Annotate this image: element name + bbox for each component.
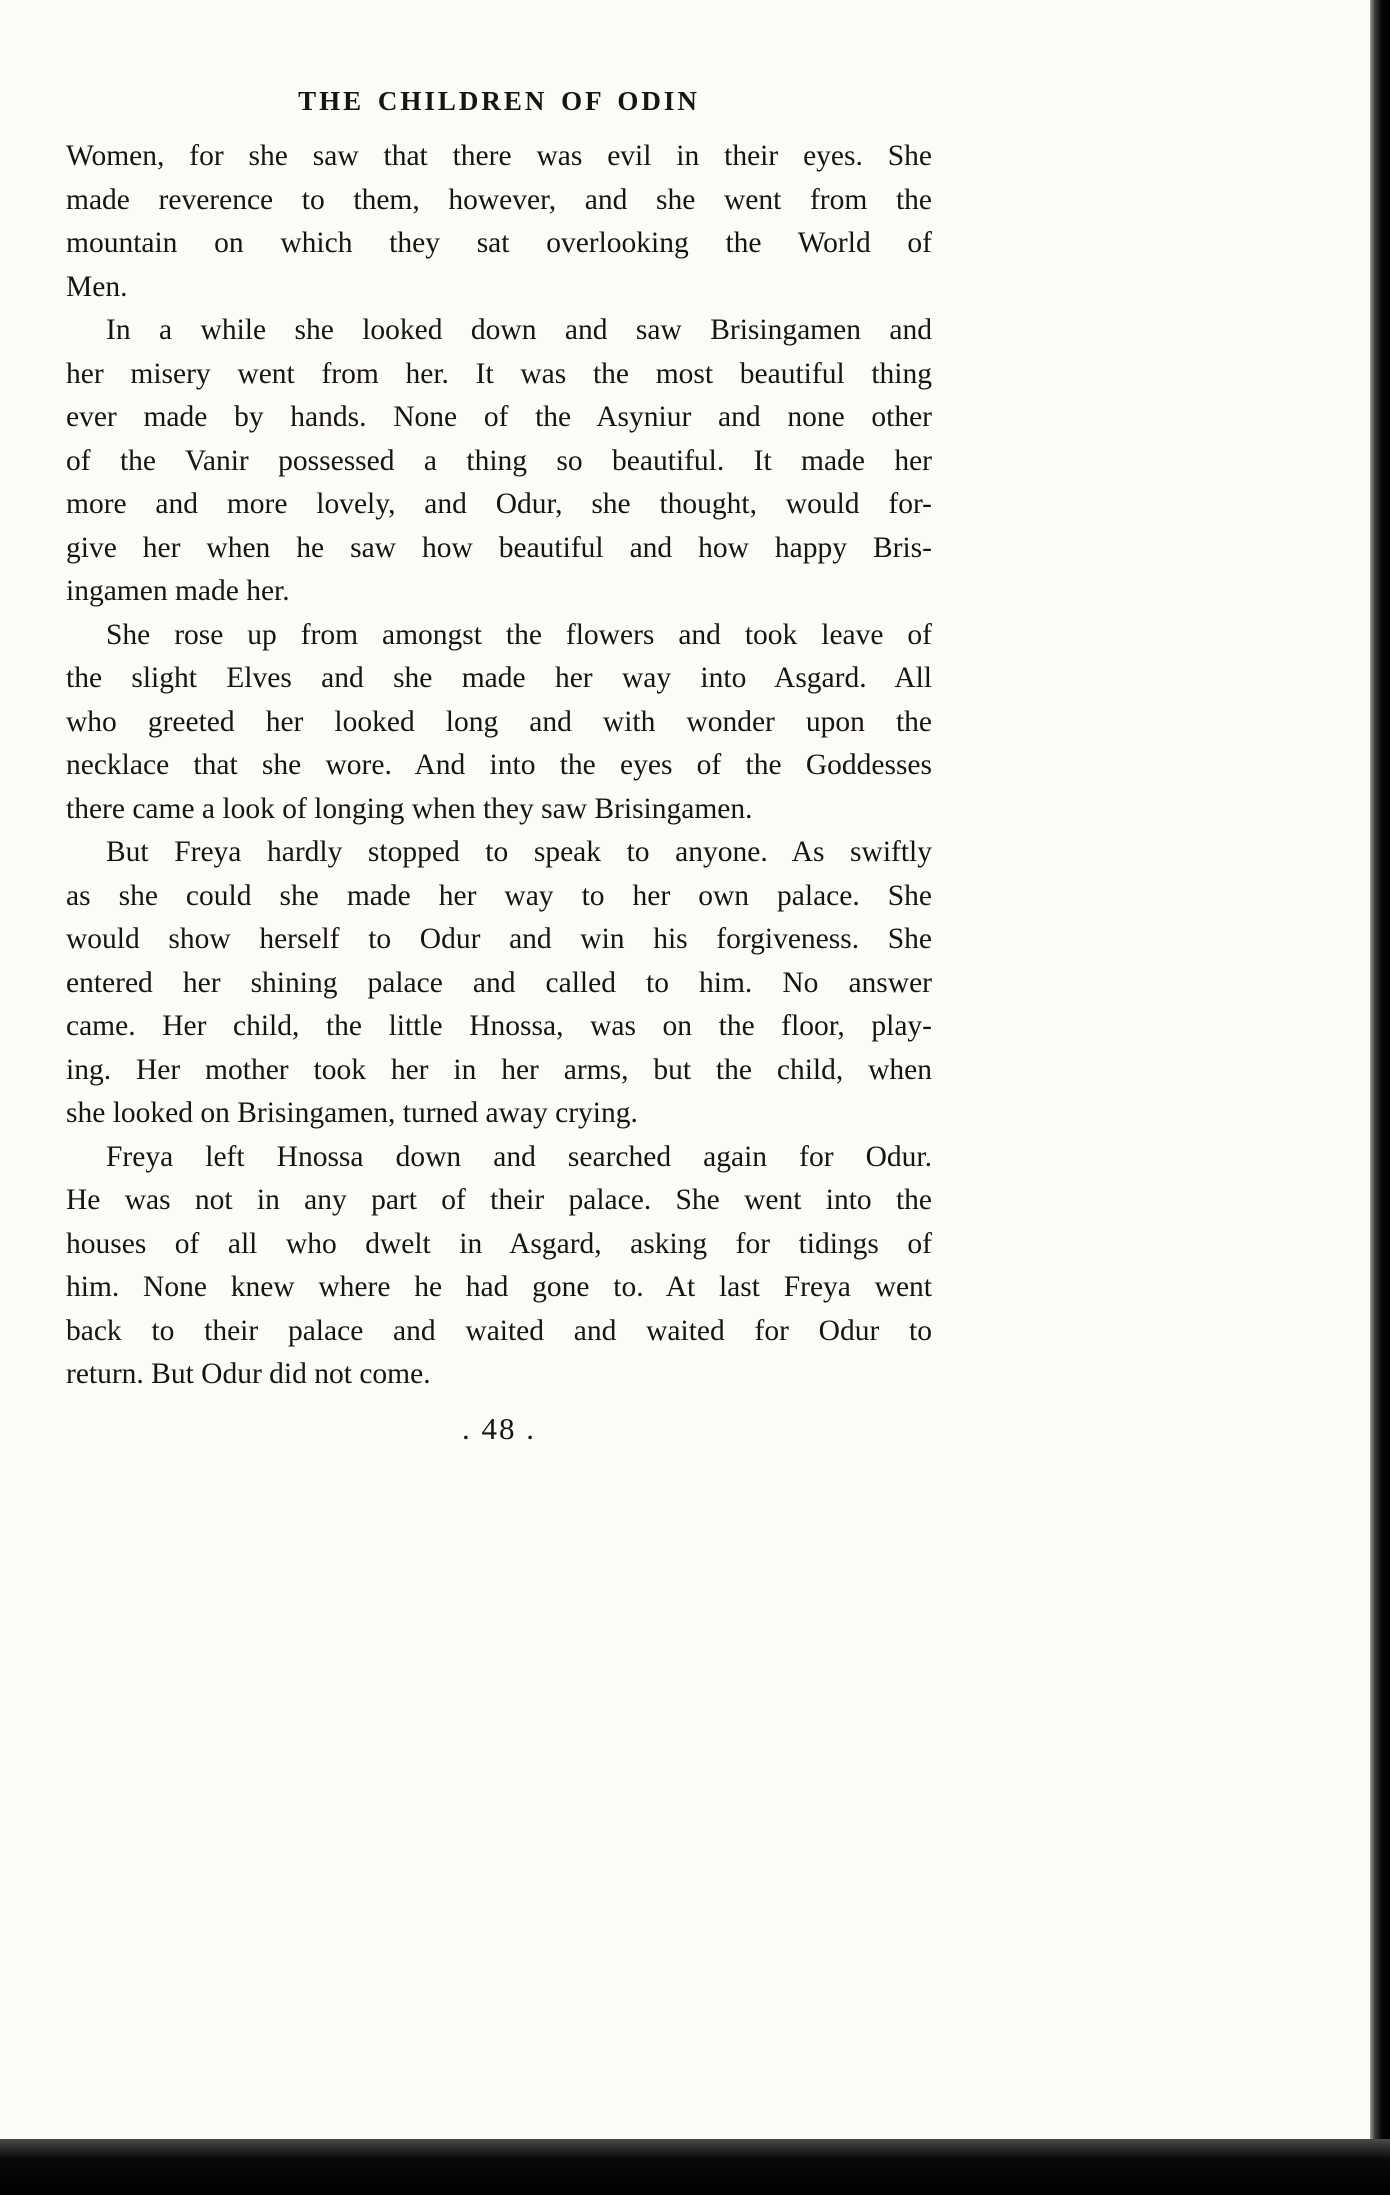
text-line: back to their palace and waited and waited for Odur to	[66, 1314, 932, 1347]
paragraph	[66, 309, 932, 614]
text-line: who greeted her looked long and with wonder upon the	[66, 705, 932, 738]
paragraph	[66, 1136, 932, 1397]
text-line: mountain on which they sat overlooking the World of	[66, 227, 932, 259]
text-line: her misery went from her. It was the most beautiful thing	[66, 357, 932, 390]
text-line: In a while she looked down and saw Brisingamen and	[106, 314, 932, 346]
text-line: ing. Her mother took her in her arms, but the child, when	[66, 1053, 932, 1086]
page-content	[66, 0, 932, 1447]
text-line: ingamen made her.	[66, 575, 290, 607]
paragraph	[66, 135, 932, 309]
text-line: Men.	[66, 270, 128, 303]
text-line: Freya left Hnossa down and searched again for Odur.	[106, 1140, 932, 1173]
running-head: THE CHILDREN OF ODIN	[298, 86, 700, 116]
text-line: But Freya hardly stopped to speak to anyone. As swiftly	[106, 836, 932, 868]
text-line: entered her shining palace and called to him. No answer	[66, 966, 932, 999]
paragraph	[66, 831, 932, 1136]
scan-edge-right	[1370, 0, 1390, 2195]
scan-edge-bottom	[0, 2139, 1390, 2195]
text-line: give her when he saw how beautiful and how happy Bris-	[66, 531, 932, 564]
text-line: as she could she made her way to her own palace. She	[66, 879, 932, 912]
paragraph	[66, 614, 932, 832]
text-line: He was not in any part of their palace. She went into the	[66, 1184, 932, 1216]
text-line: she looked on Brisingamen, turned away crying.	[66, 1097, 638, 1129]
text-line: more and more lovely, and Odur, she thought, would for-	[66, 488, 932, 520]
text-line: made reverence to them, however, and she went from the	[66, 183, 932, 216]
text-line: necklace that she wore. And into the eyes of the Goddesses	[66, 749, 932, 781]
text-line: the slight Elves and she made her way into Asgard. All	[66, 662, 932, 694]
text-line: She rose up from amongst the flowers and took leave of	[106, 618, 932, 651]
text-line: came. Her child, the little Hnossa, was on the floor, play-	[66, 1010, 932, 1042]
text-line: of the Vanir possessed a thing so beautiful. It made her	[66, 444, 932, 477]
text-line: return. But Odur did not come.	[66, 1358, 431, 1390]
text-line: ever made by hands. None of the Asyniur and none other	[66, 401, 932, 433]
text-line: would show herself to Odur and win his forgiveness. She	[66, 923, 932, 955]
body-text	[66, 135, 932, 1397]
text-line: houses of all who dwelt in Asgard, asking for tidings of	[66, 1227, 932, 1260]
text-line: there came a look of longing when they saw Brisingamen.	[66, 792, 753, 825]
text-line: him. None knew where he had gone to. At last Freya went	[66, 1271, 932, 1303]
page-number: . 48 .	[462, 1410, 536, 1446]
text-line: Women, for she saw that there was evil in their eyes. She	[66, 140, 932, 172]
